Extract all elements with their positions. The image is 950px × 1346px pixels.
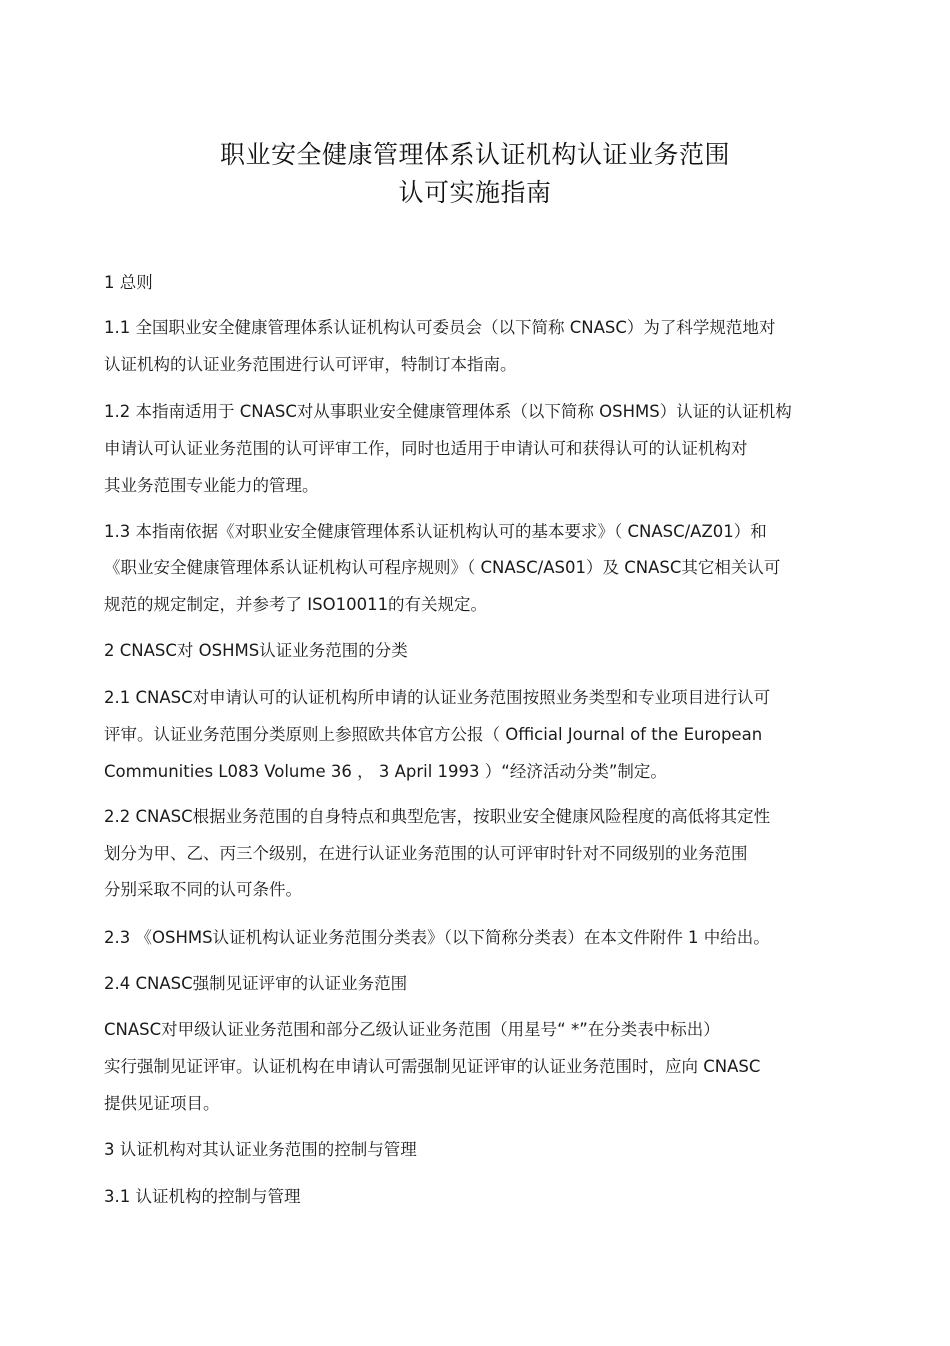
para-2-1-line-2: 评审。认证业务范围分类原则上参照欧共体官方公报（ Official Journal of the European: [104, 725, 763, 744]
para-1-2-line-1: 1.2 本指南适用于 CNASC对从事职业安全健康管理体系（以下简称 OSHMS）认证的认证机构: [104, 402, 792, 421]
para-2-4-line-1: CNASC对甲级认证业务范围和部分乙级认证业务范围（用星号“ *”在分类表中标出）: [104, 1020, 720, 1039]
para-2-2-line-3: 分别采取不同的认可条件。: [104, 880, 302, 899]
para-1-2-line-2: 申请认可认证业务范围的认可评审工作，同时也适用于申请认可和获得认可的认证机构对: [104, 439, 748, 458]
para-2-4-line-3: 提供见证项目。: [104, 1094, 220, 1113]
para-2-1-line-3: Communities L083 Volume 36 ， 3 April 1993 ）“经济活动分类”制定。: [104, 762, 667, 781]
para-1-3-line-3: 规范的规定制定，并参考了 ISO10011的有关规定。: [104, 595, 488, 614]
para-2-2-line-1: 2.2 CNASC根据业务范围的自身特点和典型危害，按职业安全健康风险程度的高低将其定性: [104, 807, 771, 826]
section-3-heading: 3 认证机构对其认证业务范围的控制与管理: [104, 1140, 417, 1159]
para-2-1-line-1: 2.1 CNASC对申请认可的认证机构所申请的认证业务范围按照业务类型和专业项目进行认可: [104, 688, 771, 707]
para-2-4-line-2: 实行强制见证评审。认证机构在申请认可需强制见证评审的认证业务范围时，应向 CNASC: [104, 1057, 761, 1076]
para-1-2-line-3: 其业务范围专业能力的管理。: [104, 476, 319, 495]
para-1-1-line-2: 认证机构的认证业务范围进行认可评审，特制订本指南。: [104, 355, 517, 374]
para-1-3-line-1: 1.3 本指南依据《对职业安全健康管理体系认证机构认可的基本要求》（ CNASC/AZ01）和: [104, 522, 767, 541]
para-2-4-heading: 2.4 CNASC强制见证评审的认证业务范围: [104, 974, 408, 993]
para-1-1-line-1: 1.1 全国职业安全健康管理体系认证机构认可委员会（以下简称 CNASC）为了科学规范地对: [104, 318, 776, 337]
para-2-3: 2.3 《OSHMS认证机构认证业务范围分类表》（以下简称分类表）在本文件附件 1 中给出。: [104, 928, 770, 947]
document-title-line-1: 职业安全健康管理体系认证机构认证业务范围: [219, 140, 730, 169]
para-1-3-line-2: 《职业安全健康管理体系认证机构认可程序规则》（ CNASC/AS01）及 CNASC其它相关认可: [104, 558, 781, 577]
document-title-line-2: 认可实施指南: [398, 178, 552, 207]
para-3-1: 3.1 认证机构的控制与管理: [104, 1187, 301, 1206]
section-1-heading: 1 总则: [104, 273, 153, 292]
section-2-heading: 2 CNASC对 OSHMS认证业务范围的分类: [104, 641, 408, 660]
para-2-2-line-2: 划分为甲、乙、丙三个级别，在进行认证业务范围的认可评审时针对不同级别的业务范围: [104, 844, 748, 863]
